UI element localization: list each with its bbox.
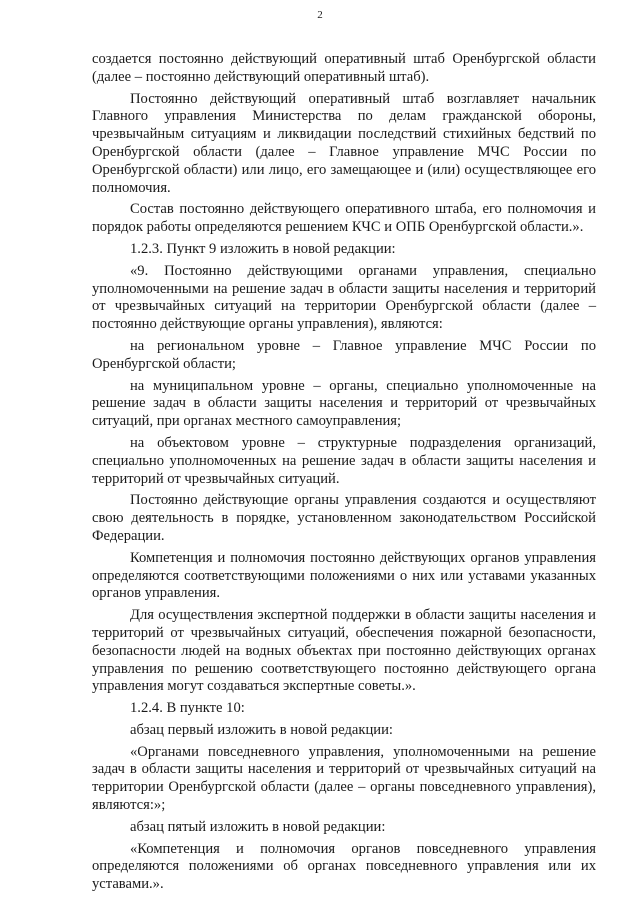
paragraph-6: на региональном уровне – Главное управление МЧС России по Оренбургской области;	[92, 337, 596, 372]
paragraph-2: Постоянно действующий оперативный штаб возглавляет начальник Главного управления Министерства по делам гражданской обороны, чрезвычайным ситуациям и ликвидации последствий стихийных бедствий по Оренбургской области (далее – Главное управление МЧС России по Оренбургской области) или лицо, его замещающее и (или) осуществляющее его полномочия.	[92, 90, 596, 196]
paragraph-16: «Компетенция и полномочия органов повседневного управления определяются положениями об органах повседневного управления или их уставами.».	[92, 840, 596, 893]
document-body	[92, 51, 596, 898]
paragraph-11: Для осуществления экспертной поддержки в области защиты населения и территорий от чрезвычайных ситуаций, обеспечения пожарной безопасности, безопасности людей на водных объектах при постоянно действующих органах управления по решению соответствующего постоянно действующего органа управления могут создаваться экспертные советы.».	[92, 607, 596, 695]
paragraph-14: «Органами повседневного управления, уполномоченными на решение задач в области защиты населения и территорий от чрезвычайных ситуаций на территории Оренбургской области (далее – органы повседневного управления), являются:»;	[92, 743, 596, 814]
page-number: 2	[317, 9, 323, 21]
paragraph-12: 1.2.4. В пункте 10:	[130, 700, 245, 717]
paragraph-15: абзац пятый изложить в новой редакции:	[130, 818, 386, 835]
paragraph-10: Компетенция и полномочия постоянно действующих органов управления определяются соответствующими положениями о них или уставами указанных органов управления.	[92, 549, 596, 602]
paragraph-7: на муниципальном уровне – органы, специально уполномоченные на решение задач в области защиты населения и территорий от чрезвычайных ситуаций, при органах местного самоуправления;	[92, 377, 596, 430]
paragraph-1: создается постоянно действующий оперативный штаб Оренбургской области (далее – постоянно действующий оперативный штаб).	[92, 51, 596, 85]
paragraph-5: «9. Постоянно действующими органами управления, специально уполномоченными на решение задач в области защиты населения и территорий от чрезвычайных ситуаций на территории Оренбургской области (далее – постоянно действующие органы управления), являются:	[92, 262, 596, 333]
paragraph-9: Постоянно действующие органы управления создаются и осуществляют свою деятельность в порядке, установленном законодательством Российской Федерации.	[92, 492, 596, 544]
paragraph-3: Состав постоянно действующего оперативного штаба, его полномочия и порядок работы определяются решением КЧС и ОПБ Оренбургской области.».	[92, 201, 596, 236]
paragraph-4: 1.2.3. Пункт 9 изложить в новой редакции:	[130, 240, 396, 257]
paragraph-8: на объектовом уровне – структурные подразделения организаций, специально уполномоченных на решение задач в области защиты населения и территорий от чрезвычайных ситуаций.	[92, 434, 596, 487]
paragraph-13: абзац первый изложить в новой редакции:	[130, 721, 393, 738]
